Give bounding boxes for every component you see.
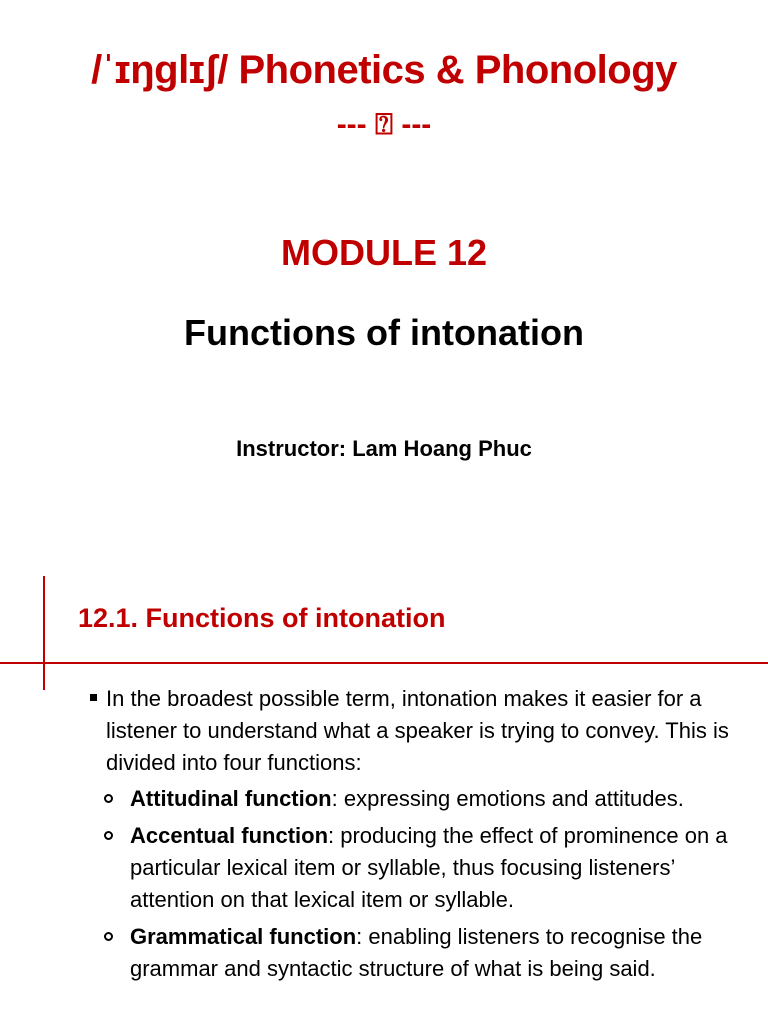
horizontal-accent-line [0,662,768,664]
section-body [88,683,758,990]
function-desc: : expressing emotions and attitudes. [331,786,684,811]
circle-bullet-icon [104,831,113,840]
intro-bullet [88,683,758,779]
circle-bullet-icon [104,932,113,941]
function-list [88,783,758,985]
function-desc: : enabling listeners to recognise the grammar and syntactic structure of what is being said. [130,924,703,981]
vertical-accent-line [43,576,45,690]
section-heading: 12.1. Functions of intonation [78,603,446,633]
list-item [88,921,758,985]
module-label: MODULE 12 [280,232,488,273]
list-item [88,783,758,815]
square-bullet-icon [90,694,97,701]
function-term: Grammatical function [130,924,357,949]
module-subtitle: Functions of intonation [184,312,584,353]
function-term: Attitudinal function [130,786,332,811]
circle-bullet-icon [104,794,113,803]
instructor-name: Instructor: Lam Hoang Phuc [236,436,532,461]
function-desc: : producing the effect of prominence on a particular lexical item or syllable, thus focusing listeners’ attention on that lexical item or syllable. [130,823,728,912]
list-item [88,820,758,916]
page-title: /ˈɪŋɡlɪʃ/ Phonetics & Phonology [91,48,677,92]
intro-text: In the broadest possible term, intonation makes it easier for a listener to understand what a speaker is trying to convey. This is divided into four functions: [106,686,729,775]
title-divider: --- ⍰ --- [336,108,432,141]
function-term: Accentual function [130,823,329,848]
